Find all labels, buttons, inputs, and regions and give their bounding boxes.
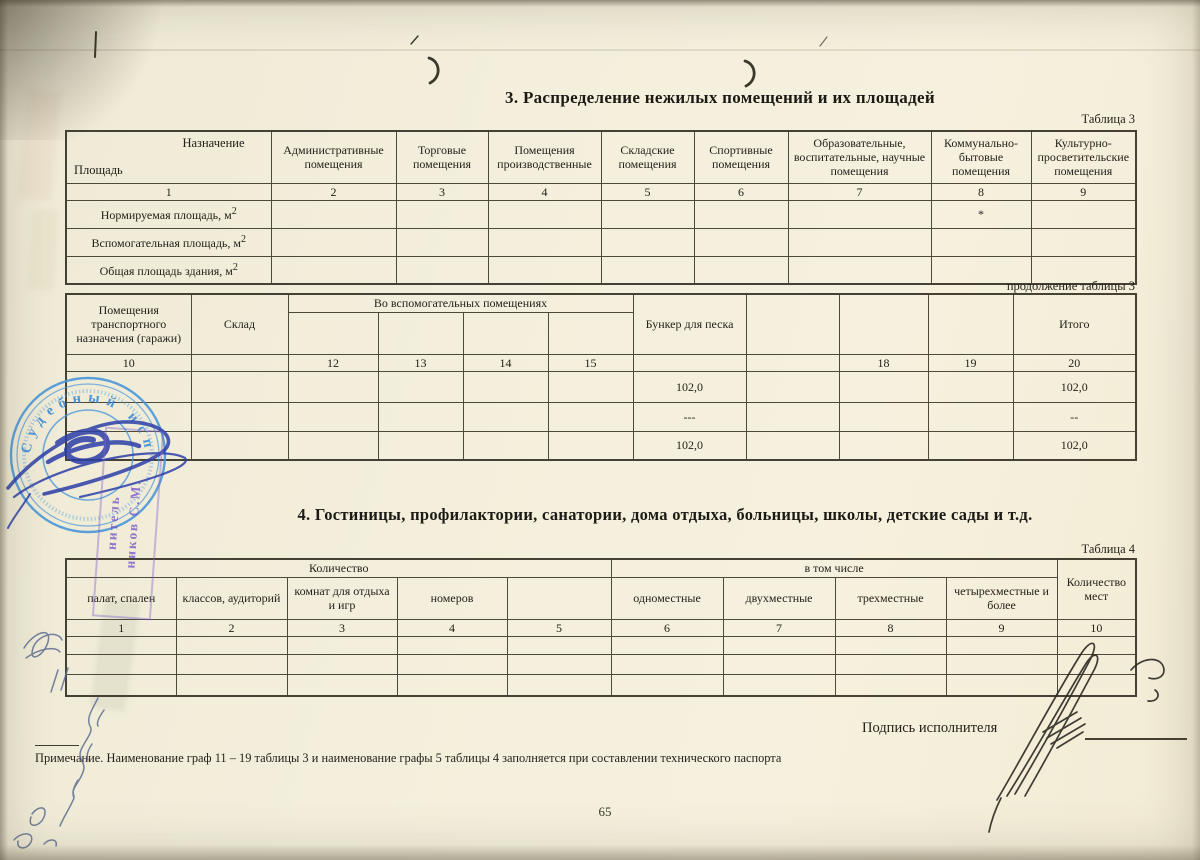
header-single: одноместные bbox=[611, 577, 723, 619]
data-cell bbox=[488, 228, 601, 256]
data-cell bbox=[66, 636, 176, 654]
data-cell bbox=[928, 402, 1013, 431]
col-number: 4 bbox=[488, 183, 601, 200]
data-cell bbox=[931, 228, 1031, 256]
table-4 bbox=[65, 558, 1137, 697]
header-group-including: в том числе bbox=[611, 559, 1057, 577]
bunker-value-cell: 102,0 bbox=[633, 431, 746, 460]
header-cultural: Культурно-просветительские помещения bbox=[1031, 131, 1136, 183]
col-number: 15 bbox=[548, 354, 633, 371]
data-cell bbox=[507, 636, 611, 654]
data-cell bbox=[66, 402, 191, 431]
header-empty-5 bbox=[507, 577, 611, 619]
scan-shadow-left bbox=[0, 0, 8, 860]
data-cell bbox=[946, 636, 1057, 654]
data-cell bbox=[507, 654, 611, 674]
data-cell bbox=[176, 636, 287, 654]
punch-hole-mark-left bbox=[429, 58, 438, 83]
data-cell bbox=[1057, 654, 1136, 674]
data-cell bbox=[288, 402, 378, 431]
data-cell bbox=[611, 674, 723, 696]
col-number: 1 bbox=[66, 183, 271, 200]
col-number: 7 bbox=[788, 183, 931, 200]
col-number: 12 bbox=[288, 354, 378, 371]
table-3 bbox=[65, 130, 1137, 285]
header-sport: Спортивные помещения bbox=[694, 131, 788, 183]
data-cell bbox=[1057, 674, 1136, 696]
data-cell bbox=[488, 256, 601, 284]
col-number: 13 bbox=[378, 354, 463, 371]
header-garage: Помещения транспортного назначения (гаражи) bbox=[66, 294, 191, 354]
col-number bbox=[191, 354, 288, 371]
margin-tick bbox=[95, 32, 96, 57]
signature-line bbox=[1085, 738, 1187, 740]
executor-signature-label: Подпись исполнителя bbox=[862, 720, 998, 736]
data-cell bbox=[463, 431, 548, 460]
col-number: 20 bbox=[1013, 354, 1136, 371]
data-cell bbox=[788, 200, 931, 228]
data-cell bbox=[835, 636, 946, 654]
data-cell bbox=[946, 674, 1057, 696]
column-number-row bbox=[66, 619, 1136, 636]
header-educational: Образовательные, воспитательные, научные помещения bbox=[788, 131, 931, 183]
col-number: 2 bbox=[271, 183, 396, 200]
table-3-continuation bbox=[65, 293, 1137, 461]
data-cell bbox=[378, 371, 463, 402]
col-number bbox=[633, 354, 746, 371]
header-sand-bunker: Бункер для песка bbox=[633, 294, 746, 354]
table-3-label: Таблица 3 bbox=[1081, 112, 1135, 126]
data-cell bbox=[1031, 200, 1136, 228]
data-cell bbox=[396, 200, 488, 228]
data-cell bbox=[601, 256, 694, 284]
column-number-row bbox=[66, 183, 1136, 200]
col-number: 9 bbox=[946, 619, 1057, 636]
data-cell bbox=[723, 654, 835, 674]
section-4-title: 4. Гостиницы, профилактории, санатории, дома отдыха, больницы, школы, детские сады и т.д. bbox=[297, 505, 1033, 524]
data-cell bbox=[463, 402, 548, 431]
header-group-auxiliary: Во вспомогательных помещениях bbox=[288, 294, 633, 312]
col-number: 1 bbox=[66, 619, 176, 636]
col-number: 8 bbox=[835, 619, 946, 636]
header-communal: Коммунально-бытовые помещения bbox=[931, 131, 1031, 183]
data-cell bbox=[271, 228, 396, 256]
scan-shadow-bottom bbox=[0, 845, 1200, 860]
data-cell bbox=[66, 654, 176, 674]
data-cell bbox=[548, 431, 633, 460]
data-cell bbox=[839, 402, 928, 431]
round-stamp-text: Судебный исп bbox=[18, 389, 158, 456]
data-cell bbox=[397, 636, 507, 654]
table-row bbox=[66, 200, 1136, 228]
bleed-through-smudge bbox=[16, 89, 61, 202]
data-cell bbox=[288, 371, 378, 402]
subheader-empty-14 bbox=[463, 312, 548, 354]
col-number: 6 bbox=[611, 619, 723, 636]
data-cell bbox=[191, 431, 288, 460]
data-cell bbox=[1031, 228, 1136, 256]
data-cell bbox=[287, 636, 397, 654]
data-cell bbox=[723, 636, 835, 654]
data-cell bbox=[839, 371, 928, 402]
subheader-empty-13 bbox=[378, 312, 463, 354]
data-cell bbox=[191, 402, 288, 431]
col-number: 5 bbox=[507, 619, 611, 636]
data-cell bbox=[288, 431, 378, 460]
col-number: 14 bbox=[463, 354, 548, 371]
table-row bbox=[66, 402, 1136, 431]
col-number: 10 bbox=[66, 354, 191, 371]
itogo-value-cell: 102,0 bbox=[1013, 431, 1136, 460]
section-3-title: 3. Распределение нежилых помещений и их площадей bbox=[505, 88, 935, 107]
data-cell bbox=[928, 431, 1013, 460]
col-number: 6 bbox=[694, 183, 788, 200]
col-number: 8 bbox=[931, 183, 1031, 200]
data-cell bbox=[601, 200, 694, 228]
corner-label-naznachenie: Назначение bbox=[182, 136, 245, 150]
col-number: 19 bbox=[928, 354, 1013, 371]
data-cell bbox=[287, 674, 397, 696]
header-classes: классов, аудиторий bbox=[176, 577, 287, 619]
data-cell bbox=[378, 402, 463, 431]
header-group-quantity: Количество bbox=[66, 559, 611, 577]
data-cell bbox=[928, 371, 1013, 402]
row-label-normed-area: Нормируемая площадь, $м^2$ bbox=[66, 200, 271, 228]
data-cell-note-mark: * bbox=[931, 200, 1031, 228]
data-cell bbox=[396, 228, 488, 256]
data-cell bbox=[694, 228, 788, 256]
col-number bbox=[746, 354, 839, 371]
table-row bbox=[66, 371, 1136, 402]
table-4-label: Таблица 4 bbox=[1081, 542, 1135, 556]
data-cell bbox=[548, 371, 633, 402]
header-empty-18 bbox=[839, 294, 928, 354]
data-cell bbox=[611, 654, 723, 674]
data-cell bbox=[839, 431, 928, 460]
data-cell bbox=[176, 674, 287, 696]
header-production: Помещения производственные bbox=[488, 131, 601, 183]
data-cell bbox=[694, 256, 788, 284]
col-number: 3 bbox=[396, 183, 488, 200]
col-number: 5 bbox=[601, 183, 694, 200]
table-3-continuation-label: продолжение таблицы 3 bbox=[1006, 279, 1135, 293]
row-label-auxiliary-area: Вспомогательная площадь, $м^2$ bbox=[66, 228, 271, 256]
col-number: 2 bbox=[176, 619, 287, 636]
data-cell bbox=[1057, 636, 1136, 654]
bunker-value-cell: 102,0 bbox=[633, 371, 746, 402]
data-cell bbox=[835, 674, 946, 696]
col-number: 10 bbox=[1057, 619, 1136, 636]
header-itogo: Итого bbox=[1013, 294, 1136, 354]
subheader-empty-12 bbox=[288, 312, 378, 354]
itogo-value-cell: 102,0 bbox=[1013, 371, 1136, 402]
header-quad: четырехместные и более bbox=[946, 577, 1057, 619]
rect-stamp-line-2: ников С.М. bbox=[122, 478, 144, 570]
scan-crease bbox=[0, 49, 1200, 51]
data-cell bbox=[694, 200, 788, 228]
header-double: двухместные bbox=[723, 577, 835, 619]
subheader-empty-15 bbox=[548, 312, 633, 354]
col-number: 7 bbox=[723, 619, 835, 636]
data-cell bbox=[746, 402, 839, 431]
data-cell bbox=[746, 371, 839, 402]
table-row bbox=[66, 654, 1136, 674]
header-empty-17 bbox=[746, 294, 839, 354]
data-cell bbox=[271, 200, 396, 228]
footnote-text: Примечание. Наименование граф 11 – 19 таблицы 3 и наименование графы 5 таблицы 4 заполняется при составлении технического паспорта bbox=[35, 751, 782, 765]
table-row bbox=[66, 431, 1136, 460]
data-cell bbox=[835, 654, 946, 674]
data-cell bbox=[191, 371, 288, 402]
footnote-separator bbox=[35, 745, 79, 746]
col-number: 9 bbox=[1031, 183, 1136, 200]
col-number: 18 bbox=[839, 354, 928, 371]
pen-tick bbox=[411, 36, 418, 44]
data-cell bbox=[397, 674, 507, 696]
data-cell bbox=[946, 654, 1057, 674]
corner-header-cell bbox=[66, 131, 271, 183]
table-row bbox=[66, 636, 1136, 654]
data-cell bbox=[66, 674, 176, 696]
data-cell bbox=[788, 228, 931, 256]
data-cell bbox=[396, 256, 488, 284]
table-row bbox=[66, 228, 1136, 256]
column-number-row bbox=[66, 354, 1136, 371]
data-cell bbox=[723, 674, 835, 696]
header-rest-rooms: комнат для отдыха и игр bbox=[287, 577, 397, 619]
corner-label-ploshchad: Площадь bbox=[74, 162, 123, 177]
header-storage: Складские помещения bbox=[601, 131, 694, 183]
header-places-count: Количество мест bbox=[1057, 559, 1136, 619]
data-cell bbox=[611, 636, 723, 654]
data-cell bbox=[746, 431, 839, 460]
scan-shadow-top bbox=[0, 0, 1200, 7]
col-number: 3 bbox=[287, 619, 397, 636]
header-triple: трехместные bbox=[835, 577, 946, 619]
pen-tick bbox=[820, 37, 827, 46]
col-number: 4 bbox=[397, 619, 507, 636]
header-administrative: Административные помещения bbox=[271, 131, 396, 183]
table-row bbox=[66, 674, 1136, 696]
data-cell bbox=[176, 654, 287, 674]
data-cell bbox=[463, 371, 548, 402]
header-trade: Торговые помещения bbox=[396, 131, 488, 183]
header-empty-19 bbox=[928, 294, 1013, 354]
rect-stamp-line-1: нитель bbox=[103, 494, 123, 551]
data-cell bbox=[287, 654, 397, 674]
data-cell bbox=[378, 431, 463, 460]
header-rooms: номеров bbox=[397, 577, 507, 619]
data-cell bbox=[66, 371, 191, 402]
data-cell bbox=[397, 654, 507, 674]
bunker-value-cell: --- bbox=[633, 402, 746, 431]
punch-hole-mark-right bbox=[745, 61, 754, 86]
bleed-through-smudge bbox=[27, 209, 59, 291]
header-warehouse: Склад bbox=[191, 294, 288, 354]
row-label-total-area: Общая площадь здания, $м^2$ bbox=[66, 256, 271, 284]
data-cell bbox=[488, 200, 601, 228]
data-cell bbox=[548, 402, 633, 431]
page-number: 65 bbox=[598, 804, 612, 819]
header-wards: палат, спален bbox=[66, 577, 176, 619]
scan-shadow-right bbox=[1192, 0, 1200, 860]
data-cell bbox=[271, 256, 396, 284]
itogo-value-cell: -- bbox=[1013, 402, 1136, 431]
data-cell bbox=[601, 228, 694, 256]
data-cell bbox=[507, 674, 611, 696]
